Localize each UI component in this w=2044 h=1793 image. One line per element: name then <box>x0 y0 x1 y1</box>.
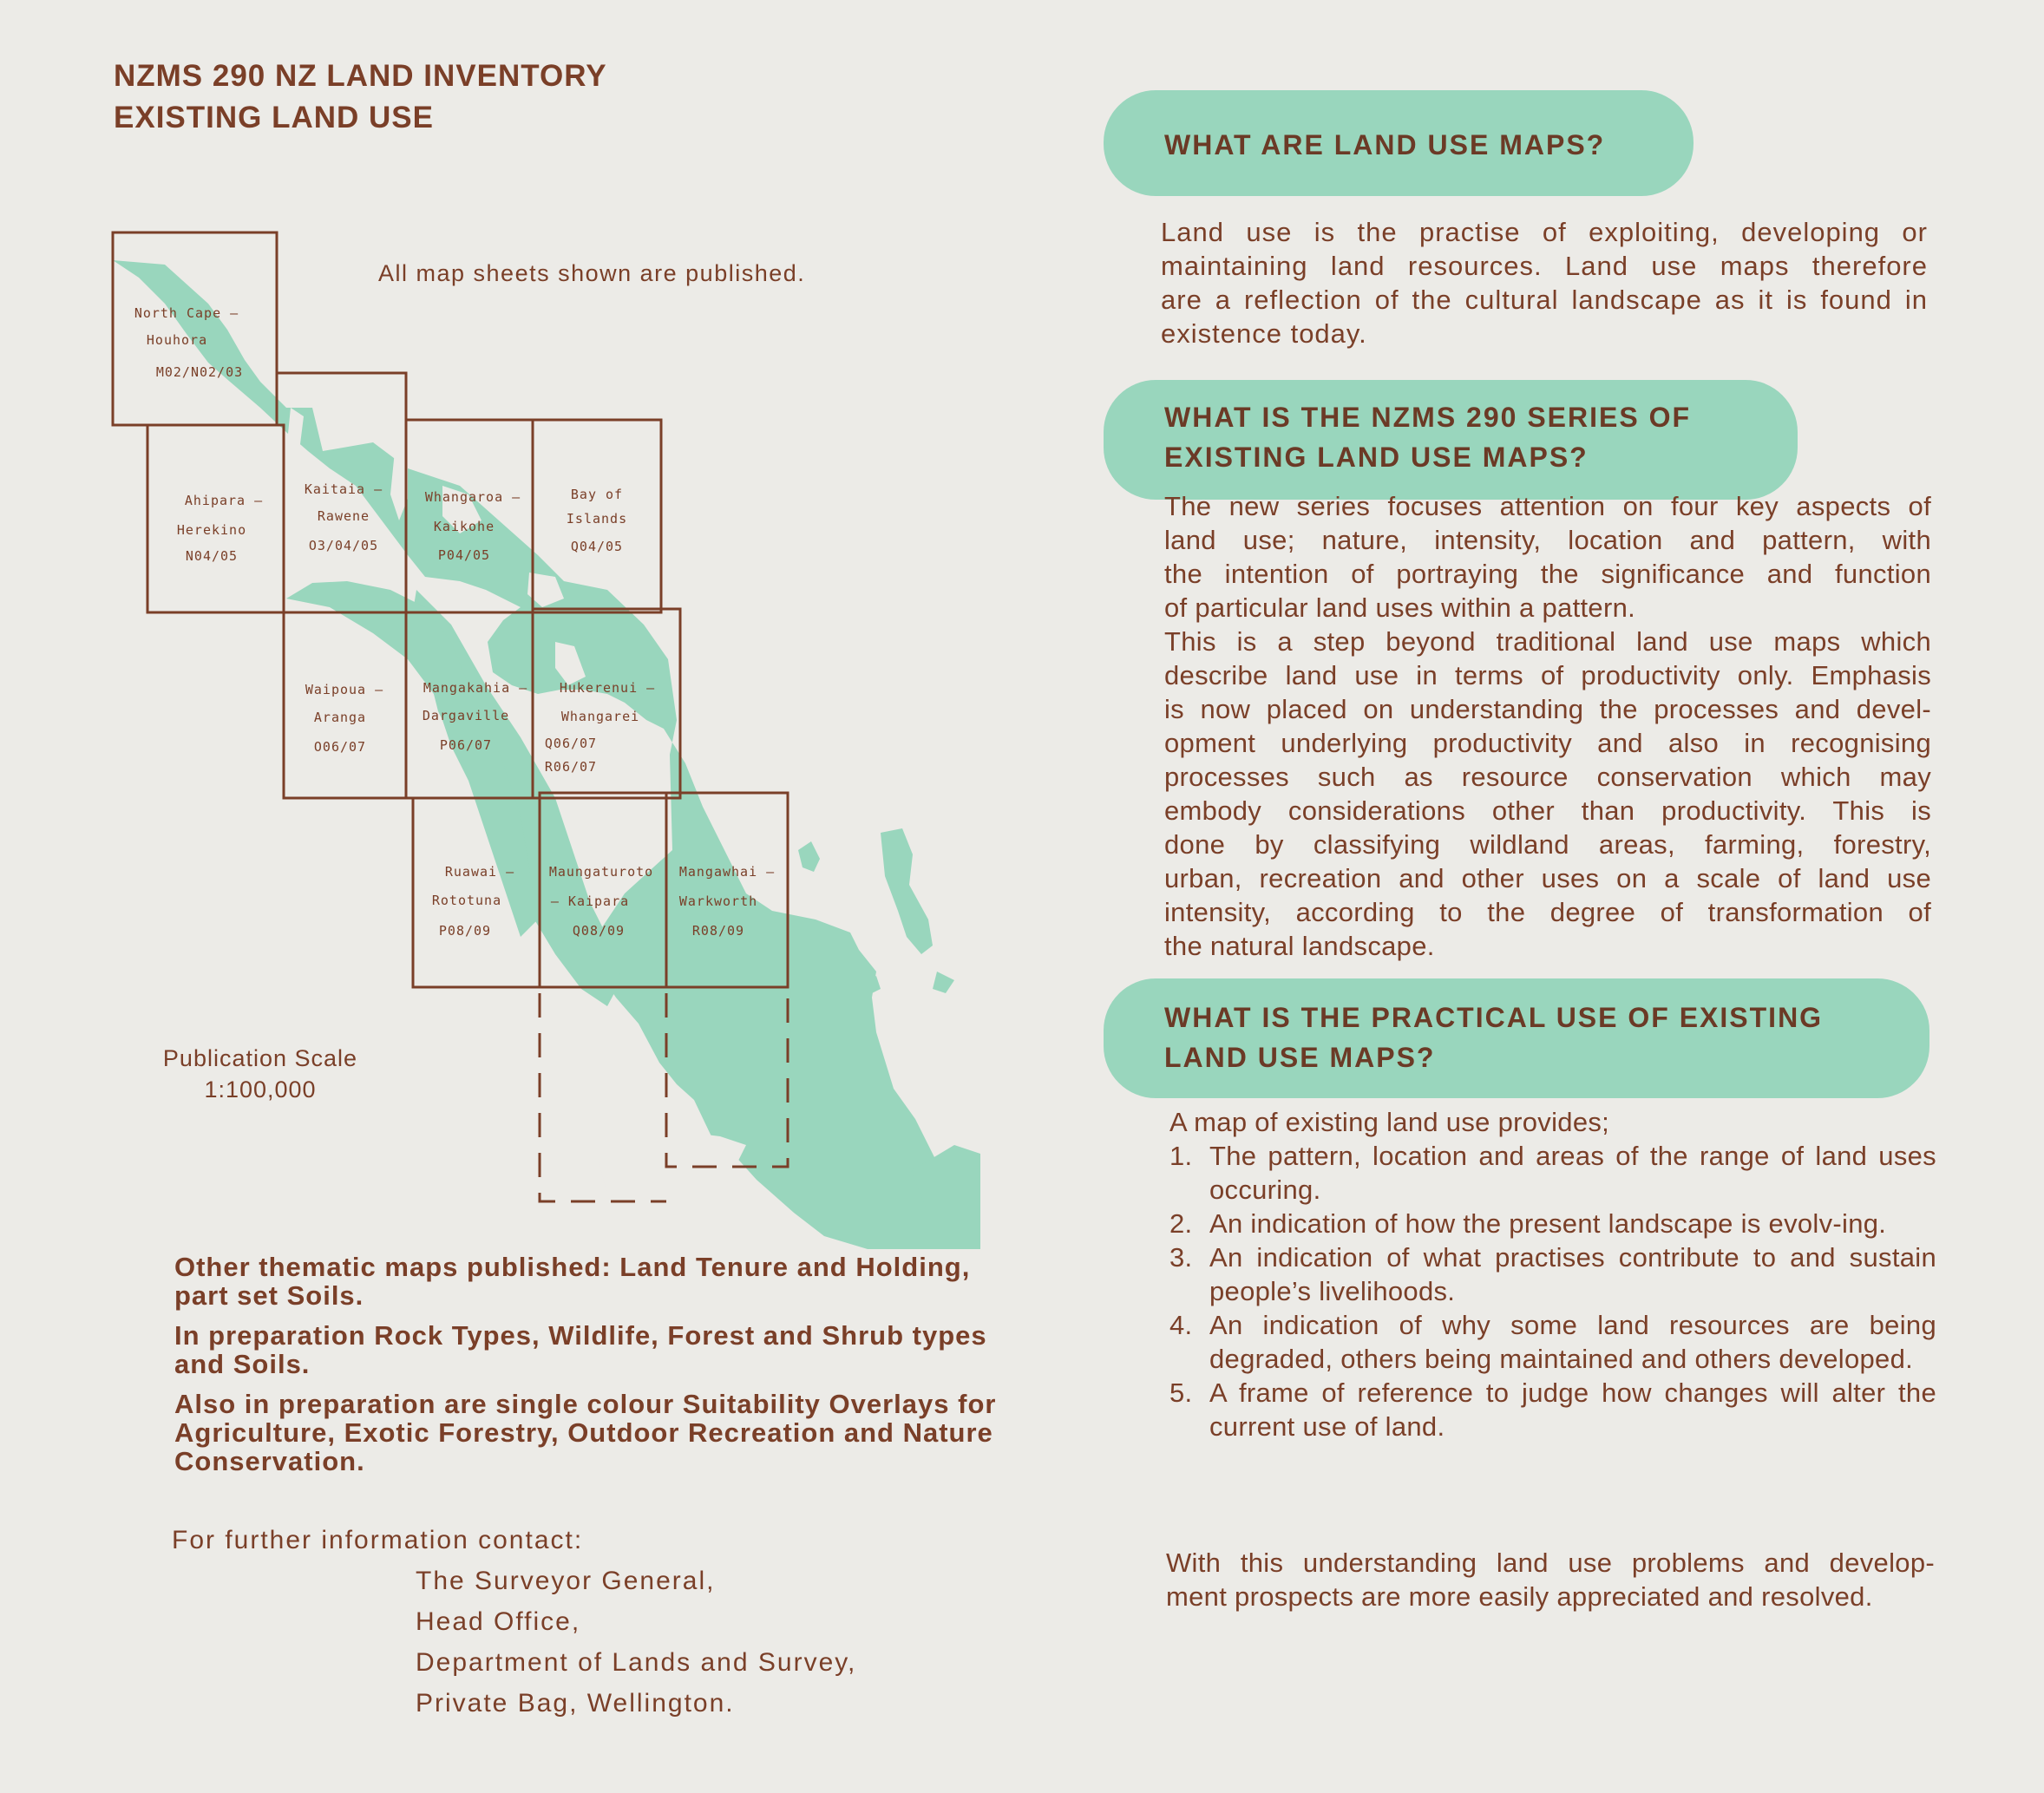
title-line-2: EXISTING LAND USE <box>114 101 434 134</box>
sheet-label-north-cape-1: North Cape – <box>134 305 239 321</box>
sheet-label-maungaturoto-2: – Kaipara <box>550 893 630 909</box>
text-line: embody considerations other than productivity. This is <box>1164 795 1931 826</box>
practical-intro: A map of existing land use provides; <box>1169 1107 1610 1137</box>
text-line: existence today. <box>1161 318 1367 349</box>
sheet-label-maungaturoto-1: Maungaturoto <box>548 864 654 880</box>
text-line: This is a step beyond traditional land use maps which <box>1164 626 1931 657</box>
sheet-label-maungaturoto-3: Q08/09 <box>572 923 626 939</box>
sheet-label-ruawai-3: P08/09 <box>438 923 492 939</box>
list-number: 4. <box>1169 1310 1193 1340</box>
publication-scale <box>147 1043 373 1105</box>
heading-practical-use <box>1104 978 1929 1098</box>
sheet-label-mangakahia-2: Dargaville <box>422 708 510 723</box>
text-line: The new series focuses attention on four key aspects of <box>1164 491 1931 521</box>
sheet-label-mangakahia-3: P06/07 <box>439 737 493 753</box>
sheet-label-whangaroa-3: P04/05 <box>437 547 491 563</box>
sheet-label-ruawai-2: Rototuna <box>431 893 502 908</box>
practical-list <box>1169 1139 1936 1443</box>
list-text: A frame of reference to judge how changes will alter the current use of land. <box>1209 1377 1936 1442</box>
text-line: ment prospects are more easily appreciated and resolved. <box>1166 1581 1873 1612</box>
list-item <box>1169 1376 1936 1443</box>
heading-text-line-2: LAND USE MAPS? <box>1164 1042 1436 1073</box>
contact-intro: For further information contact: <box>172 1526 584 1554</box>
practical-list-block <box>1169 1105 1936 1443</box>
text-line: done by classifying wildland areas, farming, forestry, <box>1164 829 1931 860</box>
list-text: An indication of why some land resources are being degraded, others being maintained and others developed. <box>1209 1310 1936 1374</box>
list-number: 5. <box>1169 1377 1193 1408</box>
sheet-label-ahipara-1: Ahipara – <box>184 493 264 508</box>
list-item <box>1169 1308 1936 1376</box>
sheet-label-waipoua-3: O06/07 <box>313 739 367 755</box>
text-line: With this understanding land use problems and develop- <box>1166 1548 1935 1578</box>
index-map <box>0 0 1024 1266</box>
sheet-label-whangaroa-2: Kaikohe <box>433 519 495 534</box>
heading-text-line-1: WHAT IS THE PRACTICAL USE OF EXISTING <box>1164 1002 1824 1033</box>
contact-line: The Surveyor General, <box>416 1567 716 1595</box>
sheet-label-whangaroa-1: Whangaroa – <box>424 489 521 505</box>
list-number: 2. <box>1169 1208 1193 1239</box>
heading-text-line-2: EXISTING LAND USE MAPS? <box>1164 442 1589 473</box>
list-item <box>1169 1139 1936 1207</box>
sheet-label-hukerenui-3: Q06/07 <box>544 736 598 751</box>
text-line: the intention of portraying the significance and function <box>1164 559 1931 589</box>
list-item <box>1169 1207 1936 1240</box>
sheet-label-bay-of-islands-3: Q04/05 <box>570 539 624 554</box>
publication-scale-value: 1:100,000 <box>204 1076 317 1103</box>
sheet-label-mangakahia-1: Mangakahia – <box>423 680 528 696</box>
closing-paragraph <box>1166 1546 1935 1613</box>
what-are-paragraph <box>1161 215 1928 350</box>
sheet-label-waipoua-2: Aranga <box>313 710 367 725</box>
heading-what-are-land-use-maps <box>1104 90 1694 196</box>
sheet-label-mangawhai-2: Warkworth <box>678 893 758 909</box>
sheet-label-bay-of-islands-2: Islands <box>566 511 628 527</box>
thematic-published: Other thematic maps published: Land Tenure and Holding, part set Soils. <box>174 1252 971 1311</box>
heading-text-line-1: WHAT IS THE NZMS 290 SERIES OF <box>1164 402 1692 433</box>
contact-line: Head Office, <box>416 1607 581 1636</box>
sheet-label-bay-of-islands-1: Bay of <box>570 487 624 502</box>
list-item <box>1169 1240 1936 1308</box>
sheet-frame-ahipara <box>147 425 284 612</box>
text-line: is now placed on understanding the processes and devel- <box>1164 694 1931 724</box>
text-line: land use; nature, intensity, location and pattern, with <box>1164 525 1931 555</box>
sheet-label-kaitaia-1: Kaitaia – <box>304 481 383 497</box>
sheet-label-hukerenui-4: R06/07 <box>544 759 598 775</box>
contact-line: Private Bag, Wellington. <box>416 1689 735 1718</box>
published-note: All map sheets shown are published. <box>378 260 806 286</box>
sheet-label-kaitaia-3: O3/04/05 <box>308 538 379 553</box>
sheet-label-hukerenui-2: Whangarei <box>560 709 640 724</box>
thematic-also: Also in preparation are single colour Suitability Overlays for Agriculture, Exotic Forestry, Outdoor Recreation and Nature Conservation. <box>174 1389 997 1476</box>
sheet-label-waipoua-1: Waipoua – <box>305 682 384 697</box>
heading-nzms-series <box>1104 380 1798 500</box>
text-line: processes such as resource conservation which may <box>1164 762 1931 792</box>
text-line: of particular land uses within a pattern. <box>1164 592 1636 623</box>
text-line: maintaining land resources. Land use maps therefore <box>1161 251 1928 281</box>
thematic-in-preparation: In preparation Rock Types, Wildlife, Forest and Shrub types and Soils. <box>174 1320 987 1379</box>
sheet-label-north-cape-2: Houhora <box>146 332 208 348</box>
text-line: Land use is the practise of exploiting, developing or <box>1161 217 1928 247</box>
heading-text: WHAT ARE LAND USE MAPS? <box>1164 129 1606 160</box>
text-line: intensity, according to the degree of transformation of <box>1164 897 1931 927</box>
list-number: 3. <box>1169 1242 1193 1273</box>
contact-line: Department of Lands and Survey, <box>416 1648 857 1677</box>
text-line: are a reflection of the cultural landscape as it is found in <box>1161 285 1928 315</box>
sheet-label-mangawhai-1: Mangawhai – <box>678 864 776 880</box>
contact-block <box>172 1520 856 1724</box>
thematic-maps-block <box>174 1253 1007 1487</box>
title-line-1: NZMS 290 NZ LAND INVENTORY <box>114 59 607 93</box>
sheet-label-hukerenui-1: Hukerenui – <box>559 680 656 696</box>
list-text: The pattern, location and areas of the range of land uses occuring. <box>1209 1141 1936 1205</box>
sheet-label-ahipara-2: Herekino <box>176 522 247 538</box>
series-paragraph <box>1164 489 1931 963</box>
list-number: 1. <box>1169 1141 1193 1171</box>
text-line: opment underlying productivity and also in recognising <box>1164 728 1931 758</box>
list-text: An indication of what practises contribute to and sustain people’s livelihoods. <box>1209 1242 1936 1306</box>
list-text: An indication of how the present landscape is evolv-ing. <box>1209 1208 1887 1239</box>
sheet-label-ruawai-1: Ruawai – <box>444 864 515 880</box>
sheet-label-north-cape-3: M02/N02/03 <box>155 364 244 380</box>
publication-scale-label: Publication Scale <box>162 1045 358 1071</box>
sheet-label-ahipara-3: N04/05 <box>185 548 239 564</box>
text-line: urban, recreation and other uses on a scale of land use <box>1164 863 1931 893</box>
text-line: the natural landscape. <box>1164 931 1435 961</box>
sheet-label-kaitaia-2: Rawene <box>317 508 370 524</box>
text-line: describe land use in terms of productivity only. Emphasis <box>1164 660 1931 690</box>
sheet-label-mangawhai-3: R08/09 <box>691 923 745 939</box>
